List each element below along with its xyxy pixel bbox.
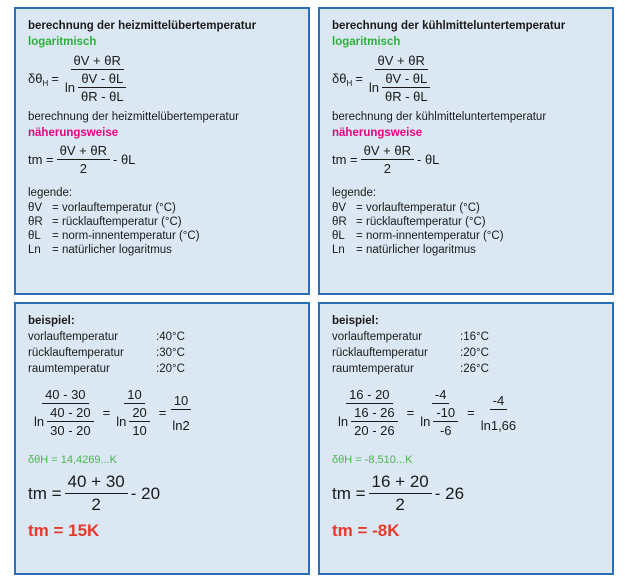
- legend-symbol: θR: [28, 216, 43, 228]
- ln-denominator: θR - θL: [80, 89, 124, 104]
- log-fraction: [62, 53, 133, 104]
- example-title: beispiel:: [28, 315, 75, 327]
- calc-c-numerator: 10: [171, 393, 191, 410]
- final-result: tm = 15K: [28, 521, 100, 540]
- legend-text: vorlauftemperatur (°C): [62, 202, 176, 214]
- approx-numerator: θV + θR: [361, 143, 414, 160]
- log-denominator: [366, 70, 437, 104]
- calc-c-numerator: -4: [490, 393, 508, 410]
- tm-tail: - 20: [130, 483, 161, 503]
- tm-numerator: 40 + 30: [65, 472, 128, 494]
- cooling-formula-panel: [318, 7, 614, 295]
- example-label: vorlauftemperatur: [332, 331, 423, 343]
- heating-example-panel: [14, 302, 310, 575]
- legend-eq: =: [356, 216, 363, 228]
- calc-c-denominator: ln2: [172, 417, 190, 433]
- log-numerator: θV + θR: [375, 53, 428, 70]
- log-numerator: θV + θR: [71, 53, 124, 70]
- log-formula: [332, 53, 603, 104]
- calc-a-ln-num: 16 - 26: [351, 405, 397, 422]
- dtheta-result: δθH = -8,510...K: [332, 454, 413, 466]
- panel-title: berechnung der kühlmitteluntertemperatur: [332, 20, 566, 32]
- log-denominator: [62, 70, 133, 104]
- calc-a-numerator: 16 - 20: [346, 387, 392, 404]
- tm-lhs: tm =: [332, 483, 366, 503]
- equals-sign: =: [355, 71, 363, 86]
- legend-symbol: Ln: [28, 244, 41, 256]
- legend-eq: =: [52, 202, 59, 214]
- ln-label: ln: [420, 414, 431, 429]
- example-values: [28, 329, 299, 377]
- calc-a-ln-den: 30 - 20: [50, 423, 91, 438]
- legend-text: natürlicher logaritmus: [62, 244, 172, 256]
- example-value: :30°C: [156, 347, 185, 359]
- tm-denominator: 2: [395, 495, 405, 514]
- equals-sign: =: [51, 71, 59, 86]
- formula-lhs: $\delta\theta_H$: [28, 71, 49, 88]
- approx-formula: [332, 143, 603, 176]
- example-calculation: [28, 387, 299, 438]
- legend-eq: =: [356, 244, 363, 256]
- example-title: beispiel:: [332, 315, 379, 327]
- method-log-label: logaritmisch: [332, 36, 401, 48]
- legend-symbol: θL: [332, 230, 345, 242]
- calc-a-ln-num: 40 - 20: [47, 405, 93, 422]
- formula-lhs: $\delta\theta_H$: [332, 71, 353, 88]
- approx-denominator: 2: [79, 161, 87, 176]
- ln-label: ln: [116, 414, 127, 429]
- final-result: tm = -8K: [332, 521, 400, 540]
- tm-denominator: 2: [91, 495, 101, 514]
- ln-denominator: θR - θL: [384, 89, 428, 104]
- example-value: :20°C: [460, 347, 489, 359]
- calc-a-ln-den: 20 - 26: [354, 423, 395, 438]
- calc-b-numerator: -4: [432, 387, 450, 404]
- example-label: rücklauftemperatur: [332, 347, 428, 359]
- approx-formula: [28, 143, 299, 176]
- approx-tail: - θL: [417, 152, 440, 167]
- example-calculation: [332, 387, 603, 438]
- tm-lhs: tm =: [28, 152, 54, 167]
- ln-label: ln: [34, 414, 45, 429]
- heating-formula-panel: [14, 7, 310, 295]
- legend-title: legende:: [28, 187, 73, 199]
- tm-numerator: 16 + 20: [369, 472, 432, 494]
- equals-sign: =: [102, 405, 111, 420]
- equals-sign: =: [467, 405, 475, 420]
- legend-symbol: θV: [28, 202, 43, 214]
- legend-list: [332, 201, 603, 257]
- method-approx-label: näherungsweise: [28, 127, 119, 139]
- legend-eq: =: [52, 230, 59, 242]
- tm-calculation: [332, 472, 603, 515]
- method-approx-label: näherungsweise: [332, 127, 423, 139]
- calc-b-ln-den: -6: [439, 423, 452, 438]
- legend-symbol: θR: [332, 216, 347, 228]
- legend-symbol: θL: [28, 230, 41, 242]
- legend-text: rücklauftemperatur (°C): [62, 216, 182, 228]
- log-fraction: [366, 53, 437, 104]
- legend-text: norm-innentemperatur (°C): [366, 230, 504, 242]
- legend-text: norm-innentemperatur (°C): [62, 230, 200, 242]
- calc-b-ln-den: 10: [132, 423, 147, 438]
- legend-symbol: θV: [332, 202, 347, 214]
- legend-text: rücklauftemperatur (°C): [366, 216, 486, 228]
- example-value: :20°C: [156, 363, 185, 375]
- ln-numerator: θV - θL: [382, 71, 430, 88]
- calc-b-ln-num: -10: [433, 405, 458, 422]
- example-label: raumtemperatur: [28, 363, 110, 375]
- tm-lhs: tm =: [28, 483, 62, 503]
- subtitle: berechnung der kühlmitteluntertemperatur: [332, 111, 547, 123]
- equals-sign: =: [406, 405, 415, 420]
- legend-title: legende:: [332, 187, 377, 199]
- tm-calculation: [28, 472, 299, 515]
- legend-text: vorlauftemperatur (°C): [366, 202, 480, 214]
- approx-numerator: θV + θR: [57, 143, 110, 160]
- subtitle: berechnung der heizmittelübertemperatur: [28, 111, 239, 123]
- tm-lhs: tm =: [332, 152, 358, 167]
- example-label: vorlauftemperatur: [28, 331, 119, 343]
- dtheta-result: δθH = 14,4269...K: [28, 454, 117, 466]
- calc-b-numerator: 10: [124, 387, 144, 404]
- tm-tail: - 26: [434, 483, 465, 503]
- ln-label: ln: [368, 80, 379, 95]
- example-label: rücklauftemperatur: [28, 347, 124, 359]
- approx-denominator: 2: [383, 161, 391, 176]
- panel-title: berechnung der heizmittelübertemperatur: [28, 20, 257, 32]
- legend-list: [28, 201, 299, 257]
- calc-c-denominator: ln1,66: [480, 417, 517, 433]
- example-values: [332, 329, 603, 377]
- method-log-label: logaritmisch: [28, 36, 97, 48]
- legend-eq: =: [52, 244, 59, 256]
- legend-eq: =: [356, 230, 363, 242]
- example-label: raumtemperatur: [332, 363, 414, 375]
- legend-eq: =: [356, 202, 363, 214]
- example-value: :16°C: [460, 331, 489, 343]
- ln-label: ln: [338, 414, 349, 429]
- example-value: :26°C: [460, 363, 489, 375]
- approx-tail: - θL: [113, 152, 136, 167]
- log-formula: [28, 53, 299, 104]
- ln-numerator: θV - θL: [78, 71, 126, 88]
- ln-label: ln: [64, 80, 75, 95]
- legend-eq: =: [52, 216, 59, 228]
- legend-text: natürlicher logaritmus: [366, 244, 476, 256]
- cooling-example-panel: [318, 302, 614, 575]
- equals-sign: =: [158, 405, 167, 420]
- example-value: :40°C: [156, 331, 185, 343]
- calc-b-ln-num: 20: [129, 405, 149, 422]
- calc-a-numerator: 40 - 30: [42, 387, 88, 404]
- legend-symbol: Ln: [332, 244, 345, 256]
